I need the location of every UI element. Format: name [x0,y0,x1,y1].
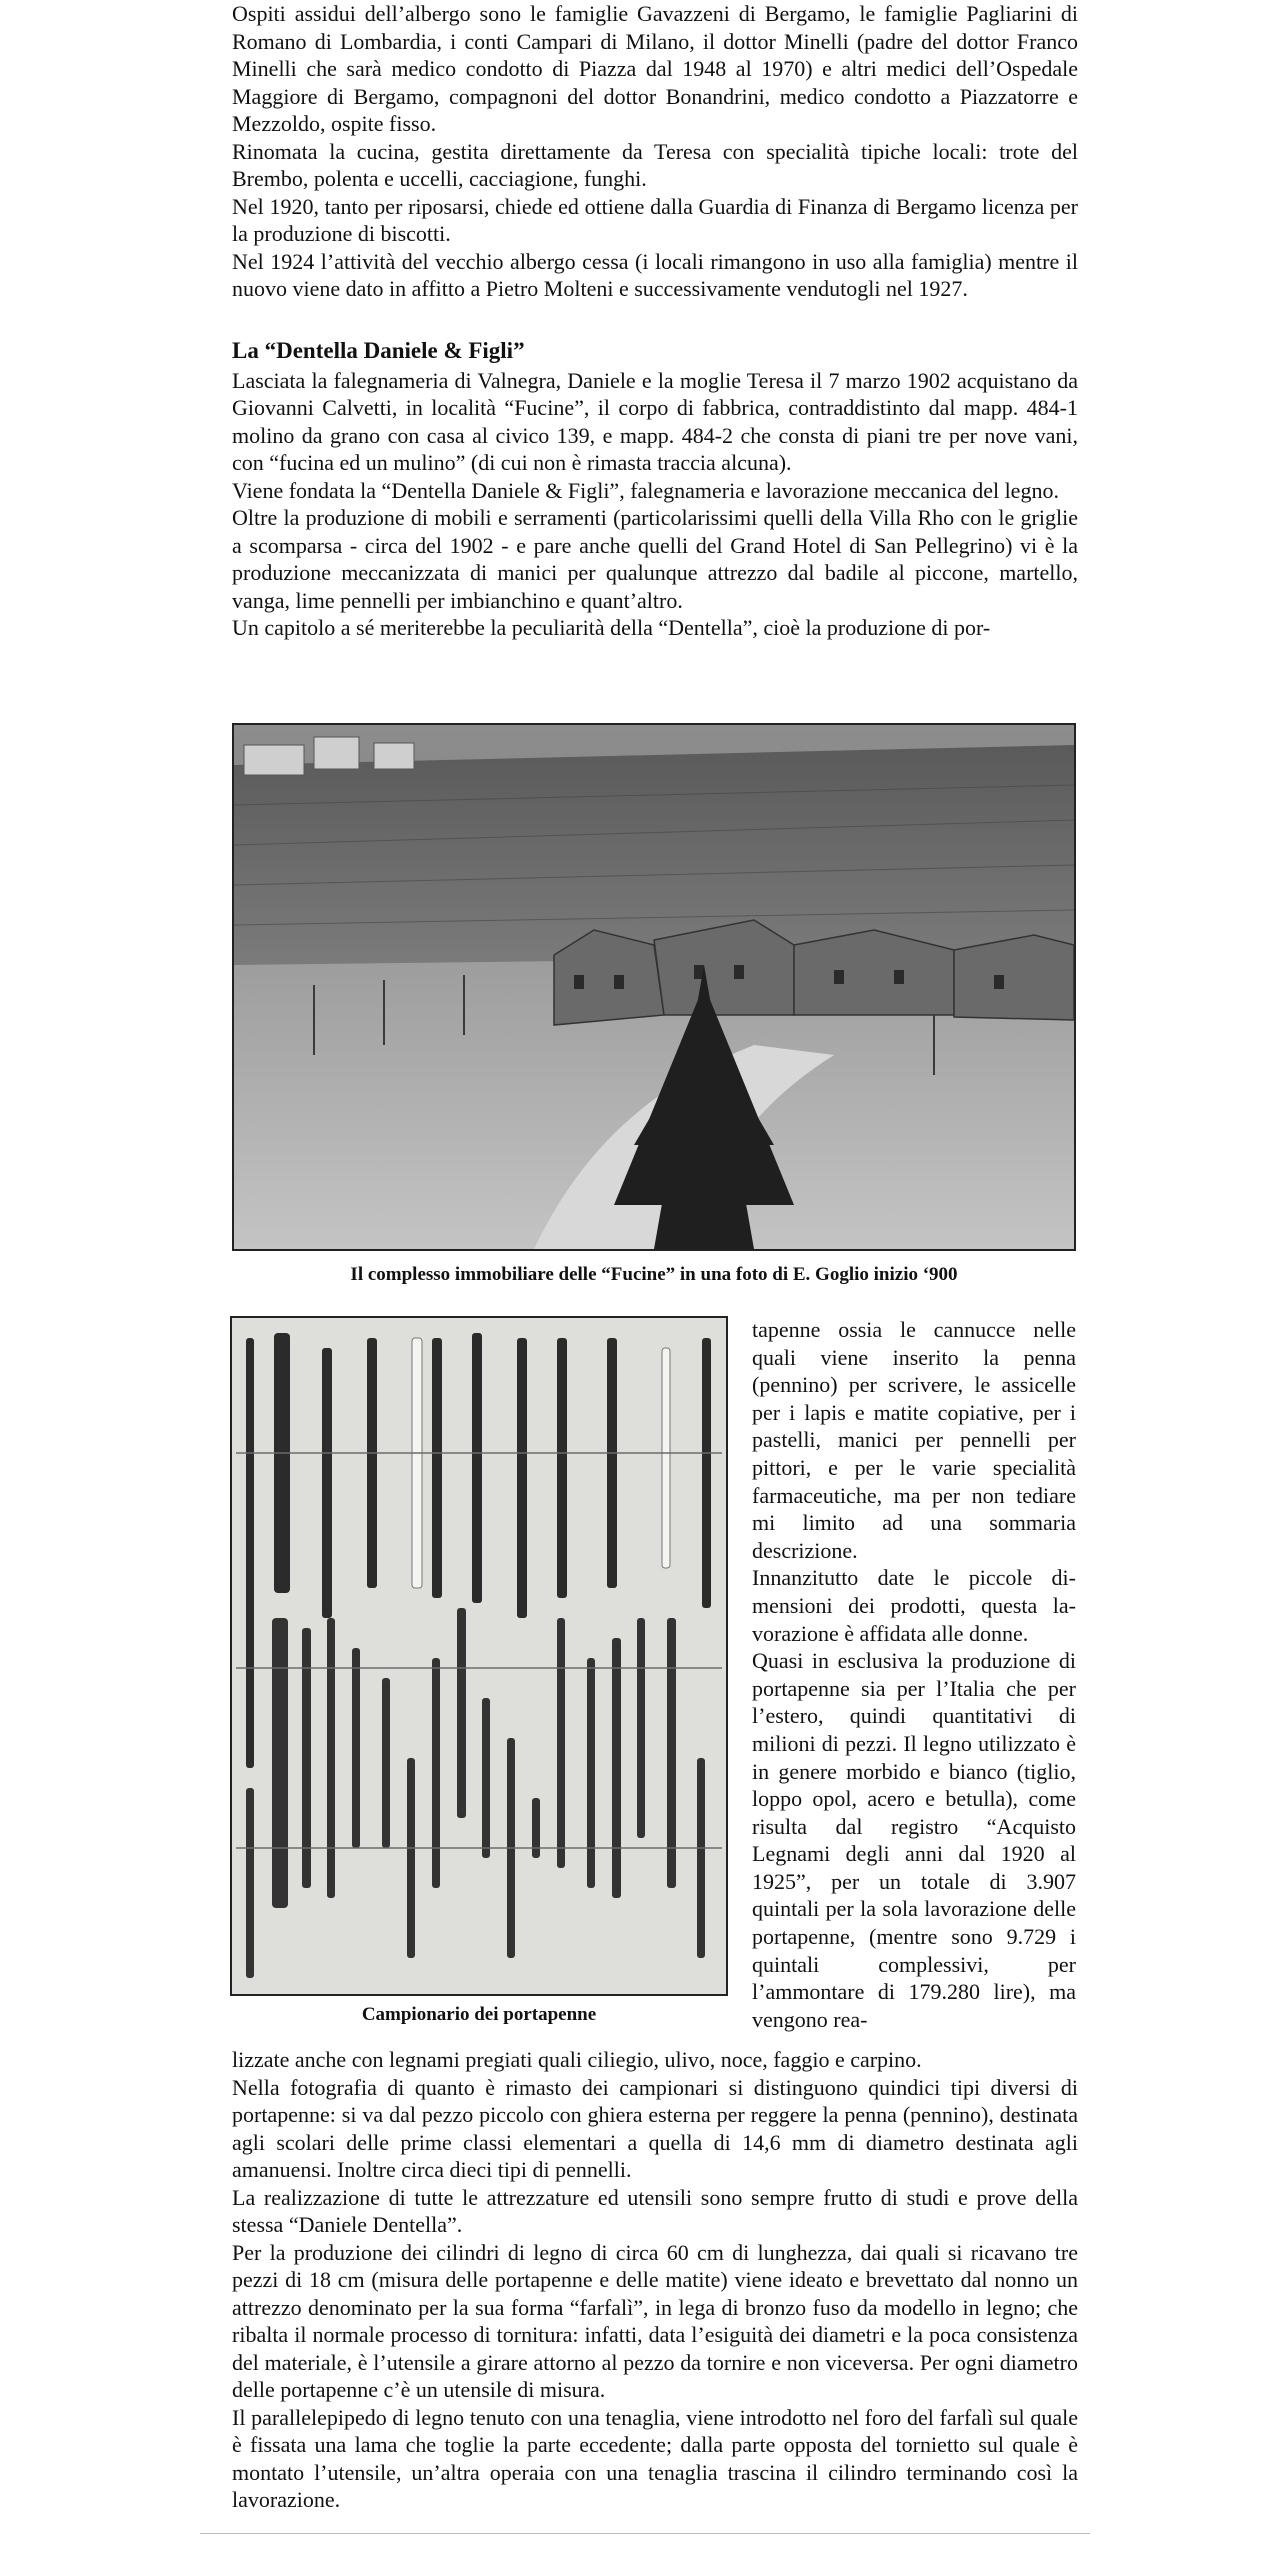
penholder-sample-photo [230,1316,728,1996]
paragraph-continued: Un capitolo a sé meriterebbe la peculiarità della “Dentella”, cioè la produzione di por- [232,615,991,640]
paragraph: Quasi in esclusiva la produzione di portapenne sia per l’Italia che per l’estero, quindi quantitativi di milioni di pezzi. Il legno utilizzato è in genere morbido e bianco (tiglio, loppo opol, acero e betulla), come risulta dal registro “Acquisto Legnami degli anni dal 1920 al 1925”, per un totale di 3.907 quintali per la sola lavorazione delle portapenne, (mentre sono 9.729 i quintali complessivi, per l’ammontare di 179.280 lire), ma vengono rea- [752,1648,1076,2032]
fucine-landscape-photo [232,723,1076,1251]
paragraph: Oltre la produzione di mobili e serramenti (particolarissimi quelli della Villa Rho con le griglie a scomparsa - circa del 1902 - e pare anche quelli del Grand Hotel di San Pellegrino) vi è la produzione meccanizzata di manici per qualunque attrezzo dal badile al piccone, martello, vanga, lime pennelli per imbianchino e quant’altro. [232,505,1078,613]
landscape-photo-illustration [234,725,1074,1249]
paragraph: Lasciata la falegnameria di Valnegra, Daniele e la moglie Teresa il 7 marzo 1902 acquistano da Giovanni Calvetti, in località “Fucine”, il corpo di fabbrica, contraddistinto dal mapp. 484-1 molino da grano con casa al civico 139, e mapp. 484-2 che consta di piani tre per nove vani, con “fucina ed un mulino” (di cui non è rimasta traccia alcuna). [232,367,1078,475]
paragraph: Ospiti assidui dell’albergo sono le famiglie Gavazzeni di Bergamo, le famiglie Pagliarini di Romano di Lombardia, i conti Campari di Milano, il dottor Minelli (padre del dottor Franco Minelli che sarà medico condotto di Piazza dal 1948 al 1970) e altri medici dell’Ospedale Maggiore di Bergamo, compagnoni del dottor Bonandrini, medico condotto a Piazzatorre e Mezzoldo, ospite fisso. [232,1,1078,136]
paragraph: tapenne ossia le cannucce nelle quali viene inserito la penna (pennino) per scrivere, le assicelle per i lapis e matite copiative, per i pastelli, manici per pennelli per pittori, e per le varie specialità farmaceutiche, ma per non tediare mi limito ad una sommaria descrizione. [752,1317,1076,1563]
paragraph: La realizzazione di tutte le attrezzature ed utensili sono sempre frutto di studi e prove della stessa “Daniele Dentella”. [232,2184,1078,2237]
paragraph: Il parallelepipedo di legno tenuto con una tenaglia, viene introdotto nel foro del farfalì sul quale è fissata una lama che toglie la parte eccedente; dalla parte opposta del tornietto sul quale è montato l’utensile, un’altra operaia con una tenaglia trascina il cilindro terminando così la lavorazione. [232,2404,1078,2512]
paragraph: Nella fotografia di quanto è rimasto dei campionari si distinguono quindici tipi diversi di portapenne: si va dal pezzo piccolo con ghiera esterna per reggere la penna (pennino), destinata agli scolari delle prime classi elementari a quella di 14,6 mm di diametro destinata agli amanuensi. Inoltre circa dieci tipi di pennelli. [232,2074,1078,2182]
paragraph: Viene fondata la “Dentella Daniele & Figli”, falegnameria e lavorazione meccanica del legno. [232,477,1059,503]
penholders-illustration [232,1318,726,1994]
paragraph: Rinomata la cucina, gestita direttamente da Teresa con specialità tipiche locali: trote del Brembo, polenta e uccelli, cacciagione, funghi. [232,138,1078,191]
article-bottom [232,2046,1078,2514]
paragraph: Nel 1924 l’attività del vecchio albergo cessa (i locali rimangono in uso alla famiglia) mentre il nuovo viene dato in affitto a Pietro Molteni e successivamente vendutogli nel 1927. [232,248,1078,301]
section-title: La “Dentella Daniele & Figli” [232,337,525,363]
photo-caption: Il complesso immobiliare delle “Fucine” in una foto di E. Goglio inizio ‘900 [350,1264,958,1285]
paragraph: lizzate anche con legnami pregiati quali ciliegio, ulivo, noce, faggio e carpino. [232,2047,922,2072]
paragraph: Nel 1920, tanto per riposarsi, chiede ed ottiene dalla Guardia di Finanza di Bergamo licenza per la produzione di biscotti. [232,193,1078,246]
paragraph: Innanzitutto date le piccole dimensioni dei prodotti, questa lavorazione è affidata alle donne. [752,1565,1076,1646]
page-bottom-rule [200,2533,1090,2534]
side-column [752,1316,1076,2033]
photo-caption: Campionario dei portapenne [361,2004,597,2025]
paragraph: Per la produzione dei cilindri di legno di circa 60 cm di lunghezza, dai quali si ricavano tre pezzi di 18 cm (misura delle portapenne e delle matite) viene ideato e brevettato dal nonno un attrezzo denominato per la sua forma “farfalì”, in lega di bronzo fuso da modello in legno; che ribalta il normale processo di tornitura: infatti, data l’esiguità dei diametri e la poca consistenza del materiale, è l’utensile a girare attorno al pezzo da tornire e non viceversa. Per ogni diametro delle portapenne c’è un utensile di misura. [232,2239,1078,2402]
article-top [232,0,1078,642]
